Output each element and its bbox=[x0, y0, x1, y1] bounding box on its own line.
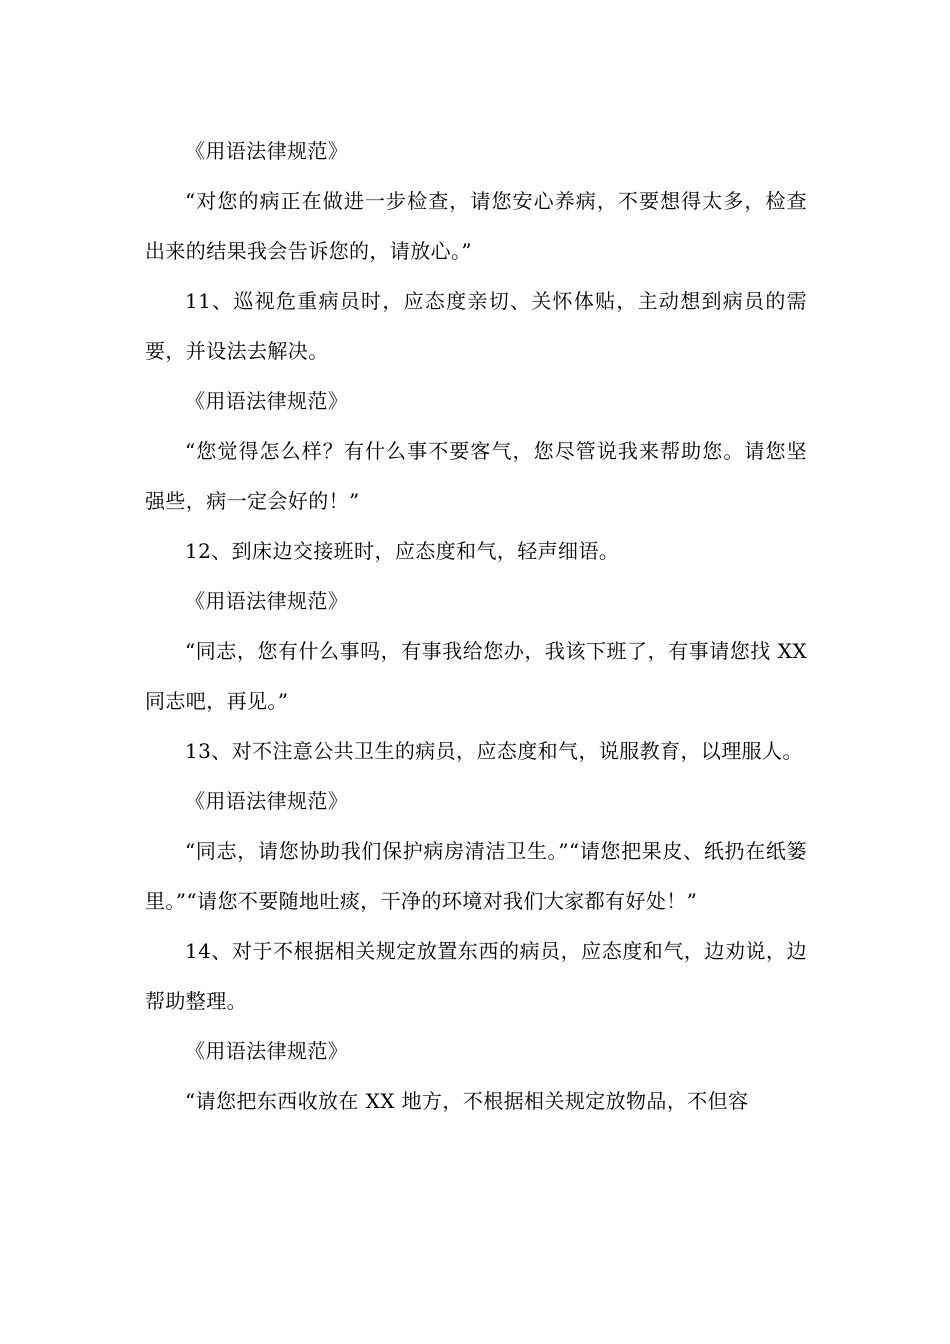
numbered-item-13: 13、对不注意公共卫生的病员，应态度和气，说服教育，以理服人。 bbox=[185, 739, 803, 763]
quote-paragraph: “您觉得怎么样？有什么事不要客气，您尽管说我来帮助您。请您坚强些，病一定会好的！” bbox=[145, 439, 807, 513]
section-heading: 《用语法律规范》 bbox=[185, 139, 349, 163]
section-heading: 《用语法律规范》 bbox=[185, 589, 349, 613]
numbered-item-11: 11、巡视危重病员时，应态度亲切、关怀体贴，主动想到病员的需要，并设法去解决。 bbox=[145, 289, 807, 363]
section-heading: 《用语法律规范》 bbox=[185, 789, 349, 813]
section-heading: 《用语法律规范》 bbox=[185, 389, 349, 413]
quote-paragraph: “对您的病正在做进一步检查，请您安心养病，不要想得太多，检查出来的结果我会告诉您的，请放心。” bbox=[145, 189, 807, 263]
quote-paragraph: “同志，请您协助我们保护病房清洁卫生。”“请您把果皮、纸扔在纸篓里。”“请您不要随地吐痰，干净的环境对我们大家都有好处！” bbox=[145, 839, 807, 913]
quote-paragraph: “请您把东西收放在 XX 地方，不根据相关规定放物品，不但容 bbox=[185, 1089, 749, 1113]
document-body bbox=[145, 126, 807, 1126]
numbered-item-14: 14、对于不根据相关规定放置东西的病员，应态度和气，边劝说，边帮助整理。 bbox=[145, 939, 807, 1013]
quote-paragraph: “同志，您有什么事吗，有事我给您办，我该下班了，有事请您找 XX 同志吧，再见。” bbox=[145, 639, 807, 713]
numbered-item-12: 12、到床边交接班时，应态度和气，轻声细语。 bbox=[185, 539, 620, 563]
section-heading: 《用语法律规范》 bbox=[185, 1039, 349, 1063]
